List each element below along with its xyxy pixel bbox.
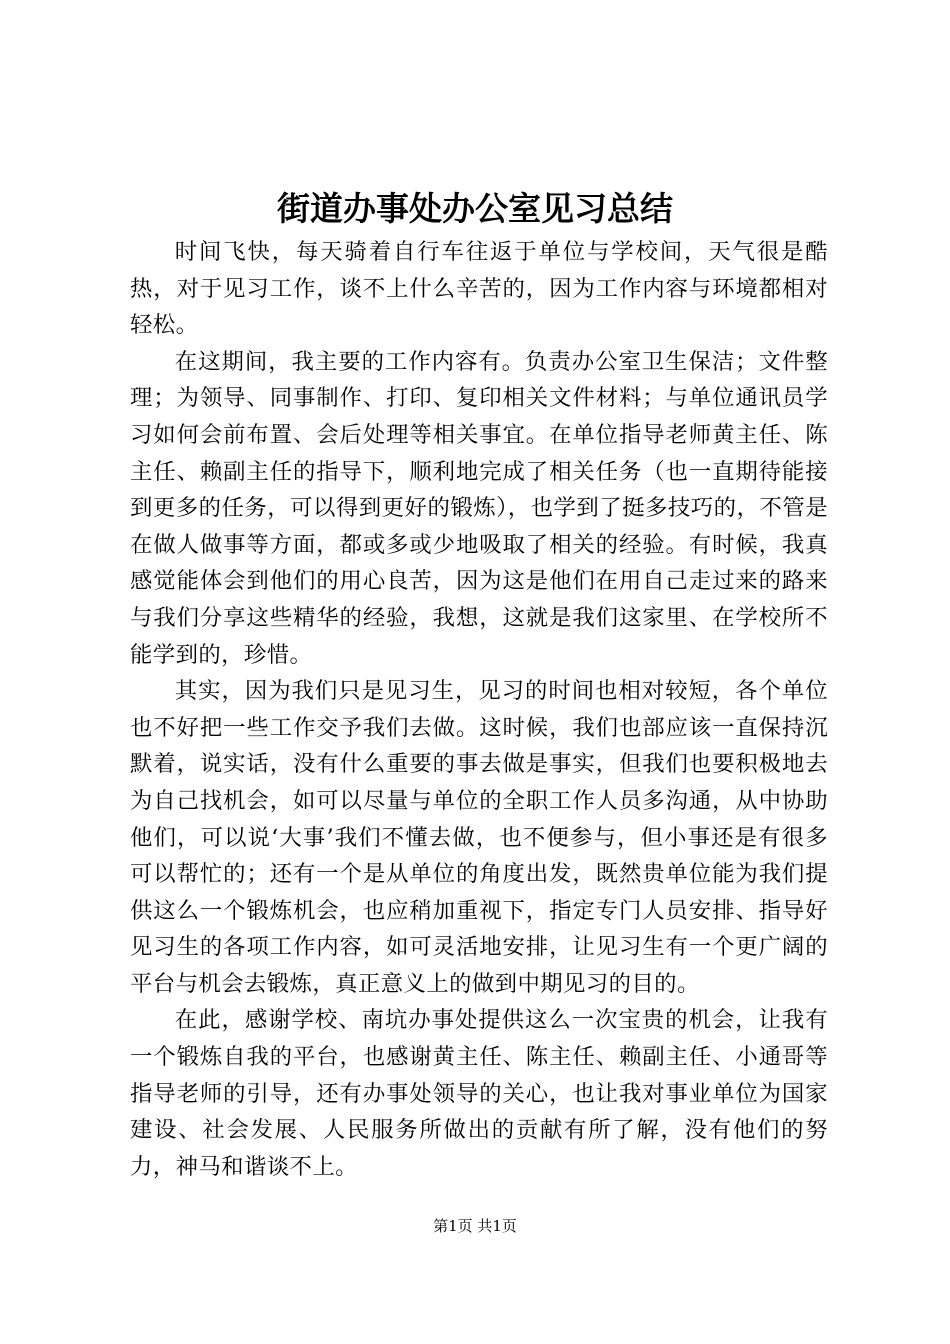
paragraph: 时间飞快，每天骑着自行车往返于单位与学校间，天气很是酷热，对于见习工作，谈不上什么辛苦的，因为工作内容与环境都相对轻松。 [130, 239, 828, 339]
paragraph: 在这期间，我主要的工作内容有。负责办公室卫生保洁；文件整理；为领导、同事制作、打印、复印相关文件材料；与单位通讯员学习如何会前布置、会后处理等相关事宜。在单位指导老师黄主任、陈主任、赖副主任的指导下，顺利地完成了相关任务（也一直期待能接到更多的任务，可以得到更好的锻炼），也学到了挺多技巧的，不管是在做人做事等方面，都或多或少地吸取了相关的经验。有时候，我真感觉能体会到他们的用心良苦，因为这是他们在用自己走过来的路来与我们分享这些精华的经验，我想，这就是我们这家里、在学校所不能学到的，珍惜。 [130, 348, 828, 668]
document-body [130, 234, 828, 1185]
page-number-footer: 第1页 共1页 [433, 1217, 517, 1235]
paragraph: 其实，因为我们只是见习生，见习的时间也相对较短，各个单位也不好把一些工作交予我们去做。这时候，我们也部应该一直保持沉默着，说实话，没有什么重要的事去做是事实，但我们也要积极地去为自己找机会，如可以尽量与单位的全职工作人员多沟通，从中协助他们，可以说‘大事’我们不懂去做，也不便参与，但小事还是有很多可以帮忙的；还有一个是从单位的角度出发，既然贵单位能为我们提供这么一个锻炼机会，也应稍加重视下，指定专门人员安排、指导好见习生的各项工作内容，如可灵活地安排，让见习生有一个更广阔的平台与机会去锻炼，真正意义上的做到中期见习的目的。 [130, 678, 828, 997]
document-title: 街道办事处办公室见习总结 [277, 189, 673, 228]
paragraph: 在此，感谢学校、南坑办事处提供这么一次宝贵的机会，让我有一个锻炼自我的平台，也感谢黄主任、陈主任、赖副主任、小通哥等指导老师的引导，还有办事处领导的关心，也让我对事业单位为国家建设、社会发展、人民服务所做出的贡献有所了解，没有他们的努力，神马和谐谈不上。 [130, 1007, 828, 1180]
